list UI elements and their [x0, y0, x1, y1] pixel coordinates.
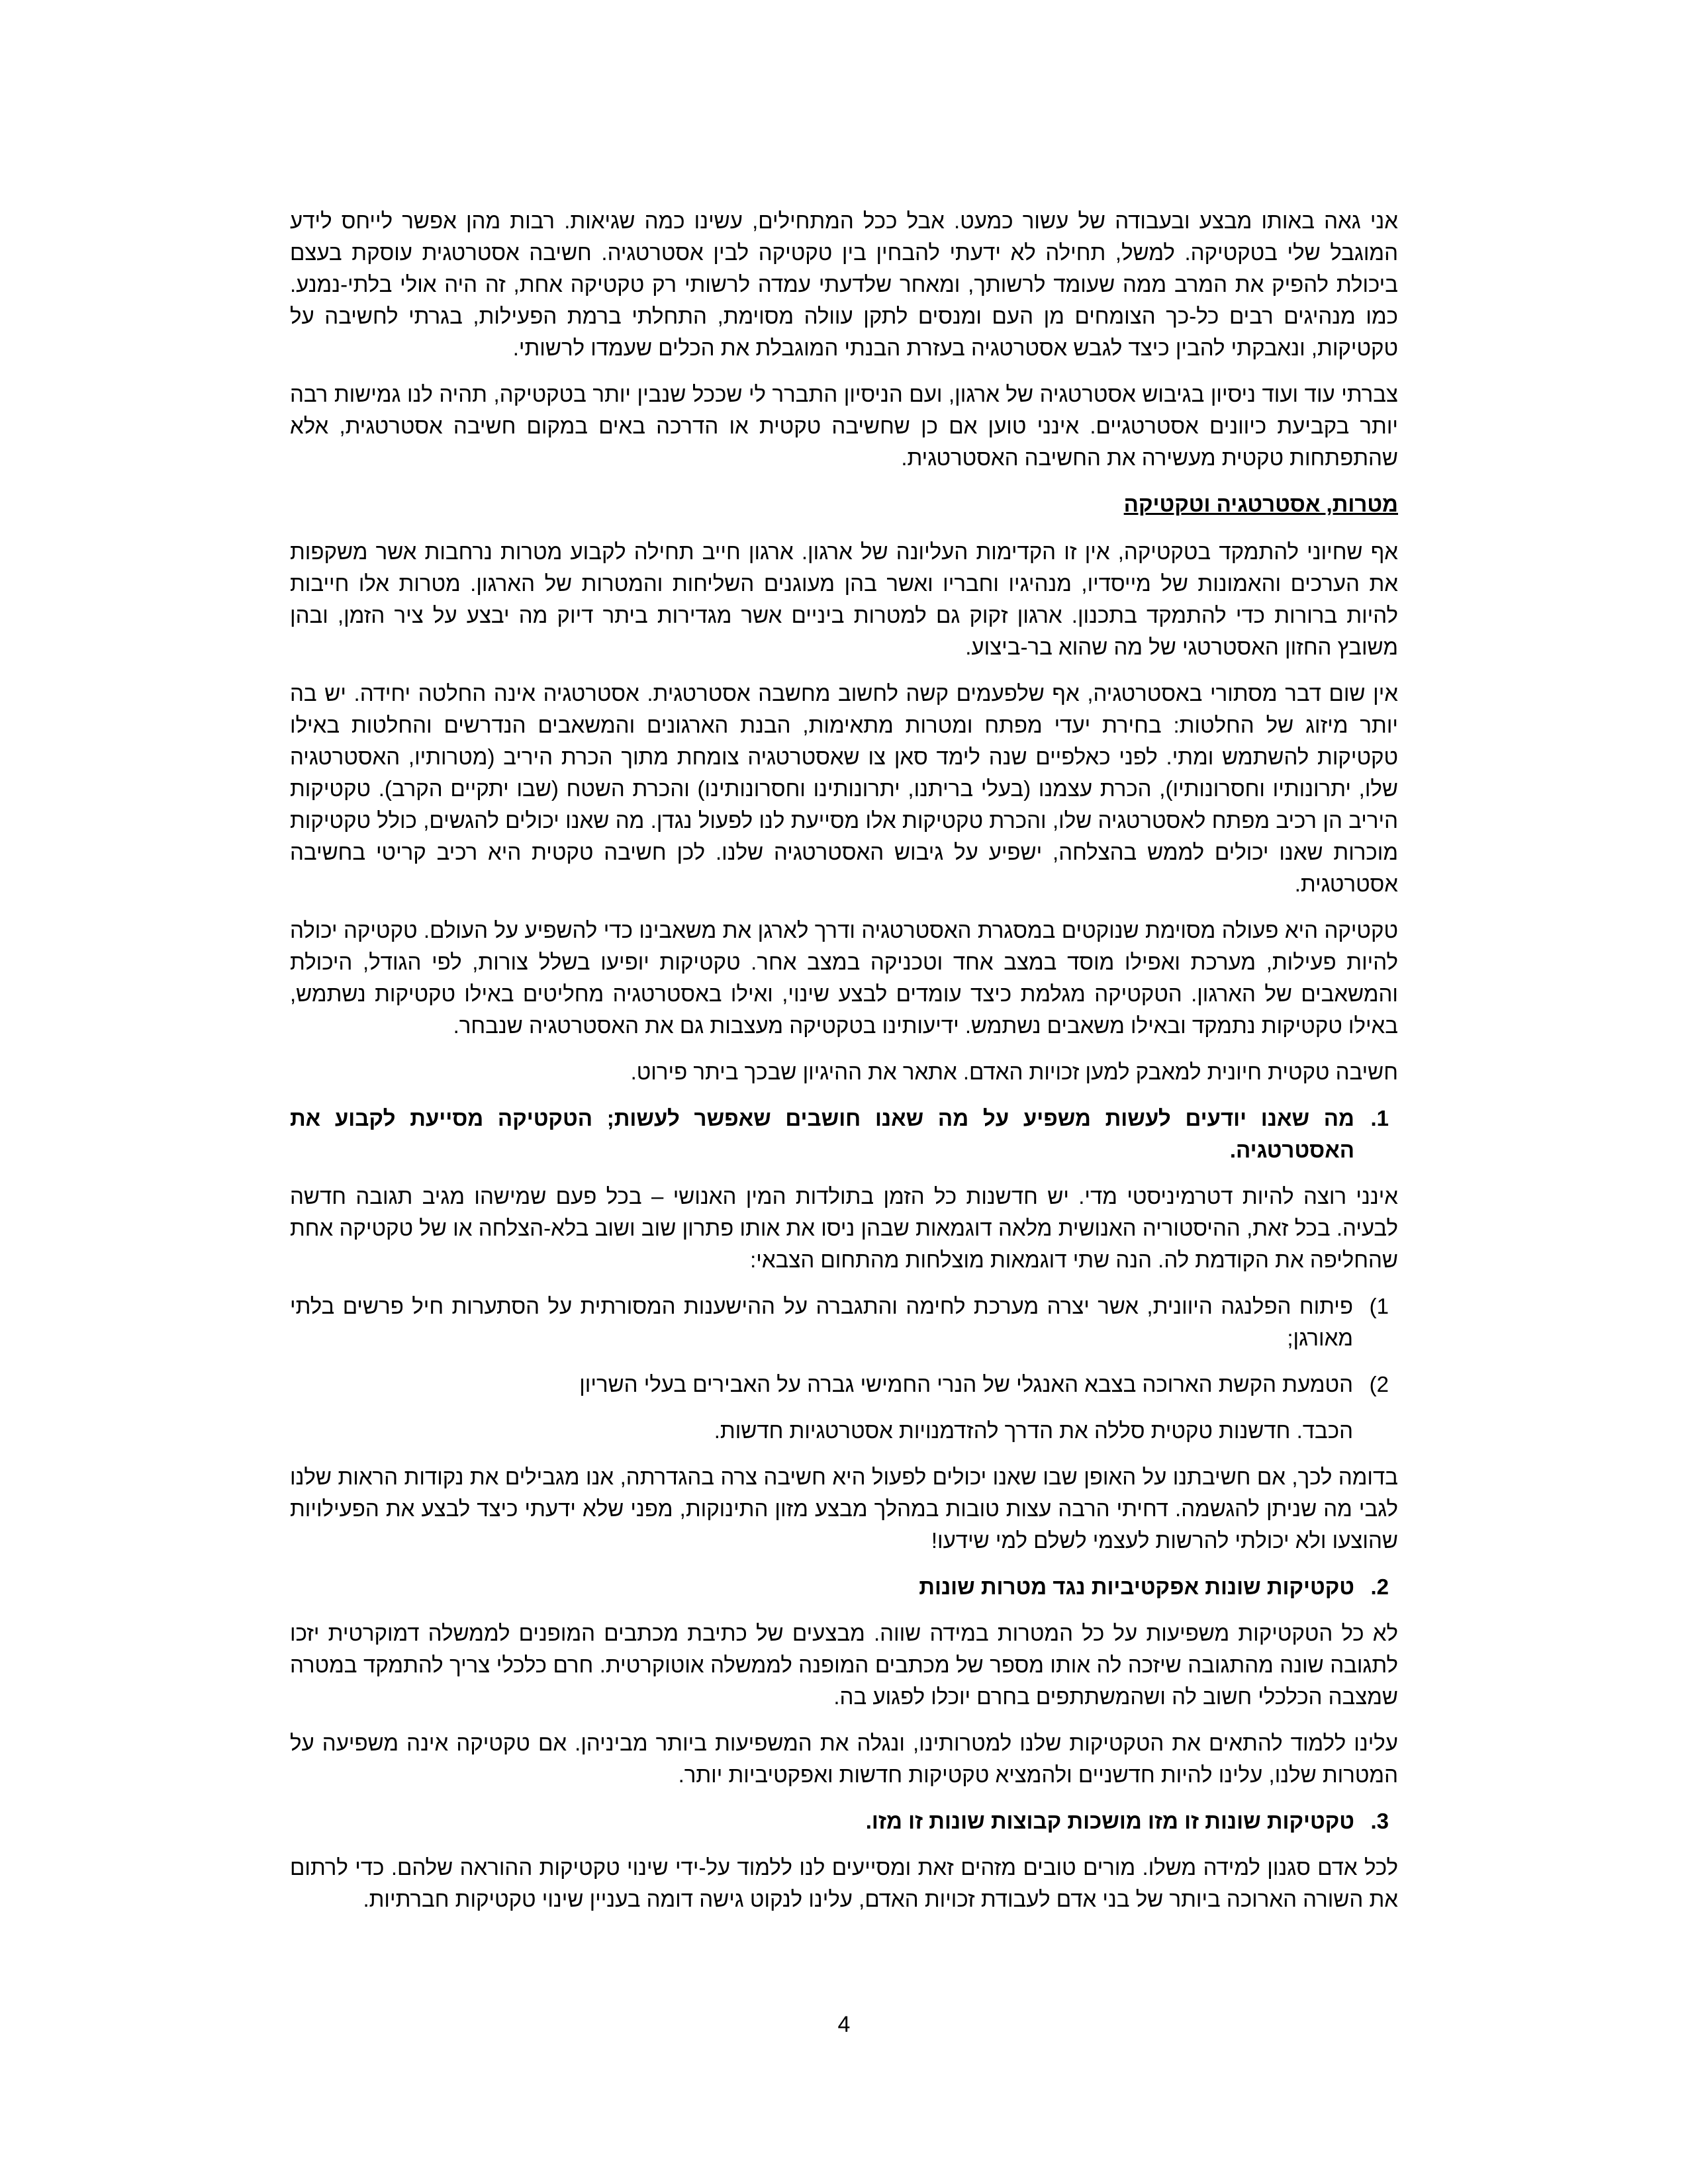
point-3-paragraph: לכל אדם סגנון למידה משלו. מורים טובים מזהים זאת ומסייעים לנו ללמוד על-ידי שינוי טקטיקות ההוראה שלהם. כדי לרתום את השורה הארוכה ביותר של בני אדם לעבודת זכויות האדם, עלינו לנקוט גישה דומה בעניין שינוי טקטיקות חברתיות.	[290, 1855, 1398, 1911]
list-item	[290, 1291, 1398, 1354]
list-item-text: פיתוח הפלנגה היוונית, אשר יצרה מערכת לחימה והתגברה על ההישענות המסורתית על הסתערות חיל פרשים בלתי מאורגן;	[290, 1294, 1353, 1350]
point-1-title: מה שאנו יודעים לעשות משפיע על מה שאנו חושבים שאפשר לעשות; הטקטיקה מסייעת לקבוע את האסטרטגיה.	[290, 1106, 1354, 1162]
point-2-paragraph-1: לא כל הטקטיקות משפיעות על כל המטרות במידה שווה. מבצעים של כתיבת מכתבים המופנים לממשלה דמוקרטית יזכו לתגובה שונה מהתגובה שיזכה לה אותו מספר של מכתבים המופנה לממשלה אוטוקרטית. חרם כלכלי צריך להתמקד במטרה שמצבה הכלכלי חשוב לה ושהמשתתפים בחרם יוכלו לפגוע בה.	[290, 1621, 1398, 1709]
point-1-number: 1.	[1370, 1106, 1389, 1130]
page-number: 4	[837, 2012, 851, 2037]
point-2-paragraph-2: עלינו ללמוד להתאים את הטקטיקות שלנו למטרותינו, ונגלה את המשפיעות ביותר מביניהן. אם טקטיקה אינה משפיעה על המטרות שלנו, עלינו להיות חדשניים ולהמציא טקטיקות חדשות ואפקטיביות יותר.	[290, 1731, 1398, 1787]
section-paragraph-3: טקטיקה היא פעולה מסוימת שנוקטים במסגרת האסטרטגיה ודרך לארגן את משאבינו כדי להשפיע על העולם. טקטיקה יכולה להיות פעילות, מערכת ואפילו מוסד במצב אחד וטכניקה במצב אחר. טקטיקות יופיעו בשלל צורות, לפי הגודל, היכולת והמשאבים של הארגון. הטקטיקה מגלמת כיצד עומדים לבצע שינוי, ואילו באסטרטגיה מחליטים באילו טקטיקות נשתמש, באילו טקטיקות נתמקד ובאילו משאבים נשתמש. ידיעותינו בטקטיקה מעצבות גם את האסטרטגיה שנבחר.	[290, 918, 1398, 1038]
list-item-number: 2)	[1369, 1372, 1389, 1396]
point-3-title: טקטיקות שונות זו מזו מושכות קבוצות שונות זו מזו.	[865, 1809, 1354, 1833]
point-3-heading	[290, 1805, 1398, 1837]
section-heading: מטרות, אסטרטגיה וטקטיקה	[1123, 492, 1398, 516]
document-page	[290, 205, 1398, 1930]
point-2-number: 2.	[1370, 1574, 1389, 1599]
point-1-paragraph: אינני רוצה להיות דטרמיניסטי מדי. יש חדשנות כל הזמן בתולדות המין האנושי – בכל פעם שמישהו מגיב תגובה חדשה לבעיה. בכל זאת, ההיסטוריה האנושית מלאה דוגמאות שבהן ניסו את אותו פתרון שוב ושוב בלא-הצלחה או של טקטיקה אחת שהחליפה את הקודמת לה. הנה שתי דוגמאות מוצלחות מהתחום הצבאי:	[290, 1184, 1398, 1272]
point-1-closing: בדומה לכך, אם חשיבתנו על האופן שבו שאנו יכולים לפעול היא חשיבה צרה בהגדרתה, אנו מגבילים את נקודות הראות שלנו לגבי מה שניתן להגשמה. דחיתי הרבה עצות טובות במהלך מבצע מזון התינוקות, מפני שלא ידעתי כיצד לבצע את הפעילויות שהוצעו ולא יכולתי להרשות לעצמי לשלם למי שידעו!	[290, 1465, 1398, 1553]
list-item-number: 1)	[1369, 1294, 1389, 1318]
list-item-continuation: הכבד. חדשנות טקטית סללה את הדרך להזדמנויות אסטרטגיות חדשות.	[714, 1418, 1353, 1443]
list-item-text: הטמעת הקשת הארוכה בצבא האנגלי של הנרי החמישי גברה על האבירים בעלי השריון	[579, 1372, 1353, 1396]
intro-paragraph-1: אני גאה באותו מבצע ובעבודה של עשור כמעט. אבל ככל המתחילים, עשינו כמה שגיאות. רבות מהן אפשר לייחס לידע המוגבל שלי בטקטיקה. למשל, תחילה לא ידעתי להבחין בין טקטיקה לבין אסטרטגיה. חשיבה אסטרטגית עוסקת בעצם ביכולת להפיק את המרב ממה שעומד לרשותך, ומאחר שלדעתי עמדה לרשותי רק טקטיקה אחת, זה היה אולי בלתי-נמנע. כמו מנהיגים רבים כל-כך הצומחים מן העם ומנסים לתקן עוולה מסוימת, התחלתי ברמת הפעילות, בגרתי לחשיבה על טקטיקות, ונאבקתי להבין כיצד לגבש אסטרטגיה בעזרת הבנתי המוגבלת את הכלים שעמדו לרשותי.	[290, 208, 1398, 360]
section-paragraph-2: אין שום דבר מסתורי באסטרטגיה, אף שלפעמים קשה לחשוב מחשבה אסטרטגית. אסטרטגיה אינה החלטה יחידה. יש בה יותר מיזוג של החלטות: בחירת יעדי מפתח ומטרות מתאימות, הבנת הארגונים והמשאבים הנדרשים והחלטות באילו טקטיקות להשתמש ומתי. לפני כאלפיים שנה לימד סאן צו שאסטרטגיה צומחת מתוך הכרת היריב (מטרותיו, האסטרטגיה שלו, יתרונותיו וחסרונותיו), הכרת עצמנו (בעלי בריתנו, יתרונותינו וחסרונותינו) והכרת השטח (שבו יתקיים הקרב). טקטיקות היריב הן רכיב מפתח לאסטרטגיה שלו, והכרת טקטיקות אלו מסייעת לנו לפעול נגדן. מה שאנו יכולים להגשים, כולל טקטיקות מוכרות שאנו יכולים לממש בהצלחה, ישפיע על גיבוש האסטרטגיה שלנו. לכן חשיבה טקטית היא רכיב קריטי בחשיבה אסטרטגית.	[290, 681, 1398, 896]
point-3-number: 3.	[1370, 1809, 1389, 1833]
section-paragraph-4: חשיבה טקטית חיונית למאבק למען זכויות האדם. אתאר את ההיגיון שבכך ביתר פירוט.	[630, 1060, 1398, 1084]
point-2-title: טקטיקות שונות אפקטיביות נגד מטרות שונות	[919, 1574, 1354, 1599]
point-2-heading	[290, 1571, 1398, 1603]
list-item	[290, 1369, 1398, 1400]
section-paragraph-1: אף שחיוני להתמקד בטקטיקה, אין זו הקדימות העליונה של ארגון. ארגון חייב תחילה לקבוע מטרות נרחבות אשר משקפות את הערכים והאמונות של מייסדיו, מנהיגיו וחבריו ואשר בהן מעוגנים השליחות והמטרות של הארגון. מטרות אלו חייבות להיות ברורות כדי להתמקד בתכנון. ארגון זקוק גם למטרות ביניים אשר מגדירות ביתר דיוק מה יבצע על ציר הזמן, ובהן משובץ החזון האסטרטגי של מה שהוא בר-ביצוע.	[290, 539, 1398, 659]
intro-paragraph-2: צברתי עוד ועוד ניסיון בגיבוש אסטרטגיה של ארגון, ועם הניסיון התברר לי שככל שנבין יותר בטקטיקה, תהיה לנו גמישות רבה יותר בקביעת כיוונים אסטרטגיים. אינני טוען אם כן שחשיבה טקטית או הדרכה באים במקום חשיבה אסטרטגית, אלא שהתפתחות טקטית מעשירה את החשיבה האסטרטגית.	[290, 382, 1398, 470]
point-1-heading	[290, 1103, 1398, 1166]
